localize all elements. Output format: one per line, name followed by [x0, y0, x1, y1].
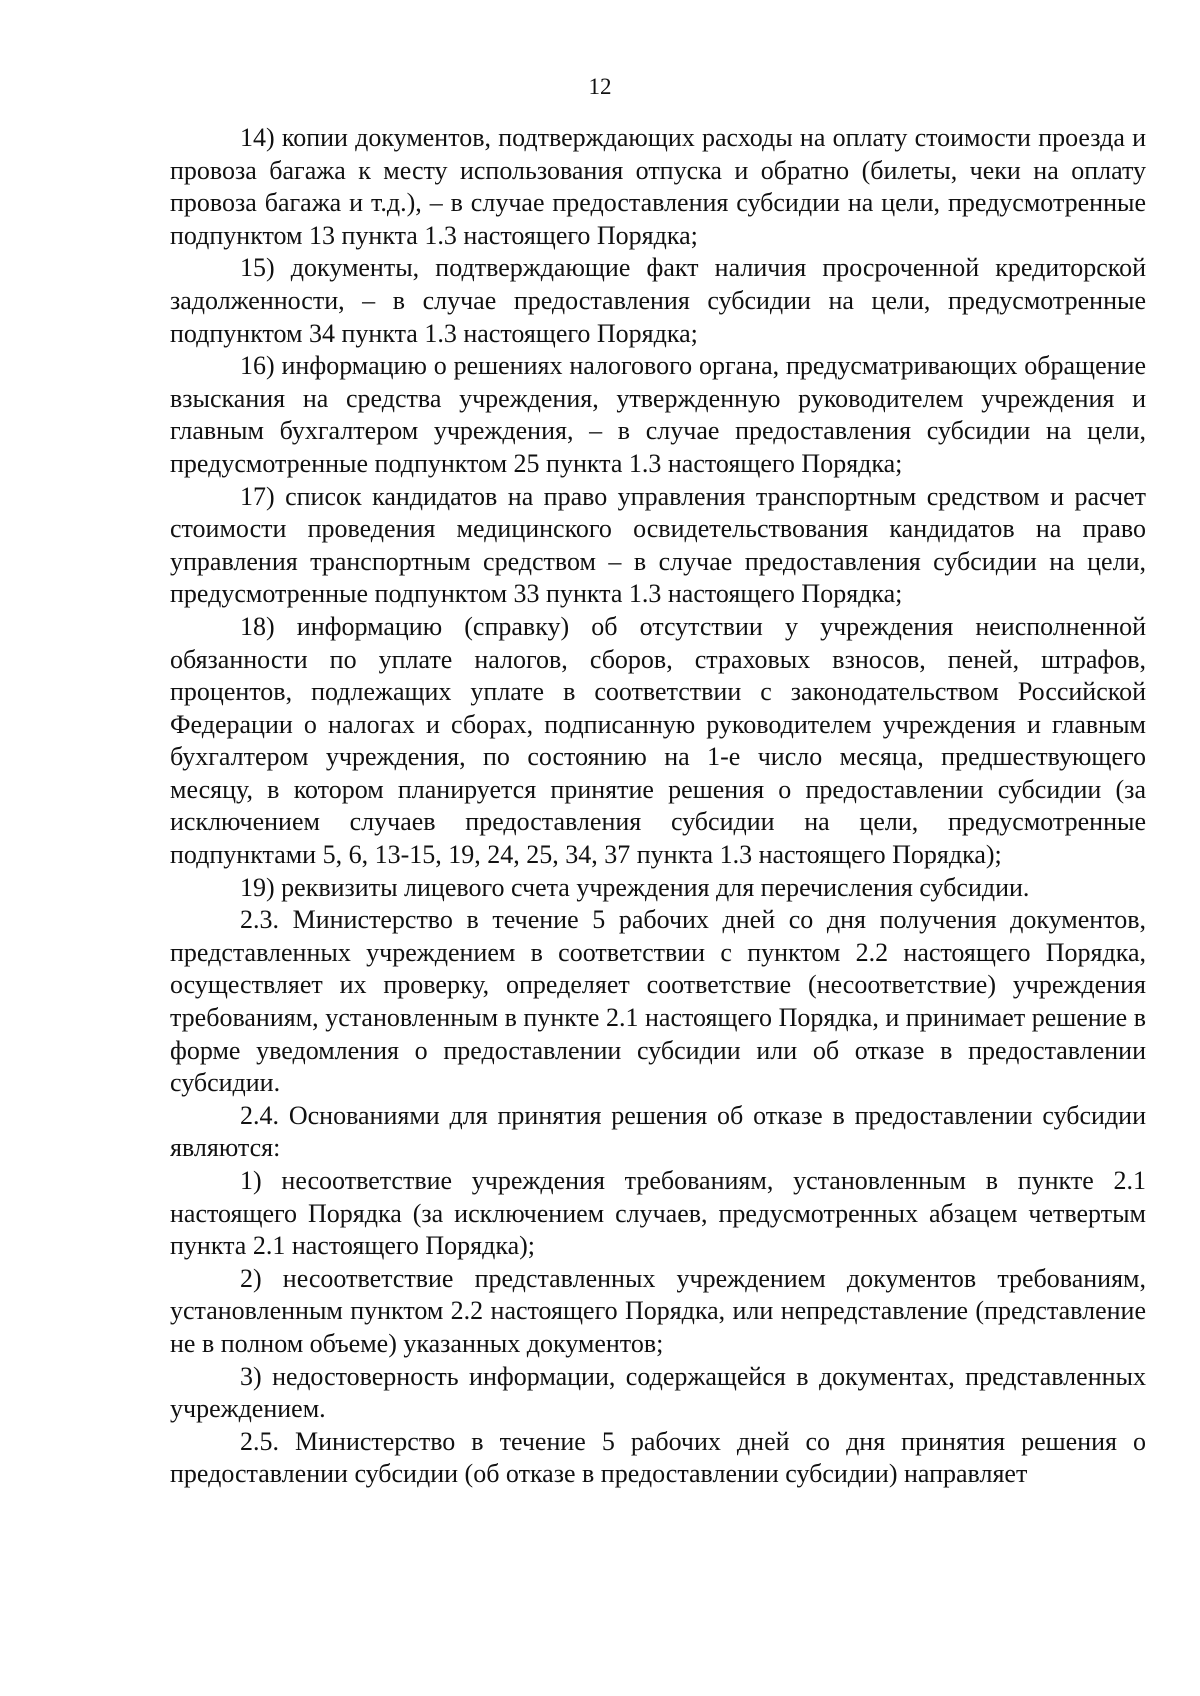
document-body — [170, 122, 1146, 1491]
paragraph-reason-3: 3) недостоверность информации, содержащейся в документах, представленных учреждением. — [170, 1361, 1146, 1424]
paragraph-reason-2: 2) несоответствие представленных учреждением документов требованиям, установленным пунктом 2.2 настоящего Порядка, или непредставление (представление не в полном объеме) указанных документов; — [170, 1263, 1146, 1358]
paragraph-item-18: 18) информацию (справку) об отсутствии у учреждения неисполненной обязанности по уплате налогов, сборов, страховых взносов, пеней, штрафов, процентов, подлежащих уплате в соответствии с законодательством Российской Федерации о налогах и сборах, подписанную руководителем учреждения и главным бухгалтером учреждения, по состоянию на 1-е число месяца, предшествующего месяцу, в котором планируется принятие решения о предоставлении субсидии (за исключением случаев предоставления субсидии на цели, предусмотренные подпунктами 5, 6, 13-15, 19, 24, 25, 34, 37 пункта 1.3 настоящего Порядка); — [170, 611, 1146, 870]
paragraph-item-16: 16) информацию о решениях налогового органа, предусматривающих обращение взыскания на средства учреждения, утвержденную руководителем учреждения и главным бухгалтером учреждения, – в случае предоставления субсидии на цели, предусмотренные подпунктом 25 пункта 1.3 настоящего Порядка; — [170, 351, 1146, 478]
paragraph-section-2-5: 2.5. Министерство в течение 5 рабочих дней со дня принятия решения о предоставлении субсидии (об отказе в предоставлении субсидии) направляет — [170, 1426, 1146, 1489]
page-number: 12 — [588, 74, 612, 99]
paragraph-item-15: 15) документы, подтверждающие факт наличия просроченной кредиторской задолженности, – в случае предоставления субсидии на цели, предусмотренные подпунктом 34 пункта 1.3 настоящего Порядка; — [170, 253, 1146, 348]
paragraph-item-14: 14) копии документов, подтверждающих расходы на оплату стоимости проезда и провоза багажа к месту использования отпуска и обратно (билеты, чеки на оплату провоза багажа и т.д.), – в случае предоставления субсидии на цели, предусмотренные подпунктом 13 пункта 1.3 настоящего Порядка; — [170, 123, 1146, 250]
paragraph-reason-1: 1) несоответствие учреждения требованиям, установленным в пункте 2.1 настоящего Порядка (за исключением случаев, предусмотренных абзацем четвертым пункта 2.1 настоящего Порядка); — [170, 1166, 1146, 1261]
paragraph-section-2-4: 2.4. Основаниями для принятия решения об отказе в предоставлении субсидии являются: — [170, 1100, 1146, 1163]
paragraph-section-2-3: 2.3. Министерство в течение 5 рабочих дней со дня получения документов, представленных учреждением в соответствии с пунктом 2.2 настоящего Порядка, осуществляет их проверку, определяет соответствие (несоответствие) учреждения требованиям, установленным в пункте 2.1 настоящего Порядка, и принимает решение в форме уведомления о предоставлении субсидии или об отказе в предоставлении субсидии. — [170, 905, 1146, 1098]
paragraph-item-17: 17) список кандидатов на право управления транспортным средством и расчет стоимости проведения медицинского освидетельствования кандидатов на право управления транспортным средством – в случае предоставления субсидии на цели, предусмотренные подпунктом 33 пункта 1.3 настоящего Порядка; — [170, 481, 1146, 609]
paragraph-item-19: 19) реквизиты лицевого счета учреждения для перечисления субсидии. — [240, 872, 1030, 902]
